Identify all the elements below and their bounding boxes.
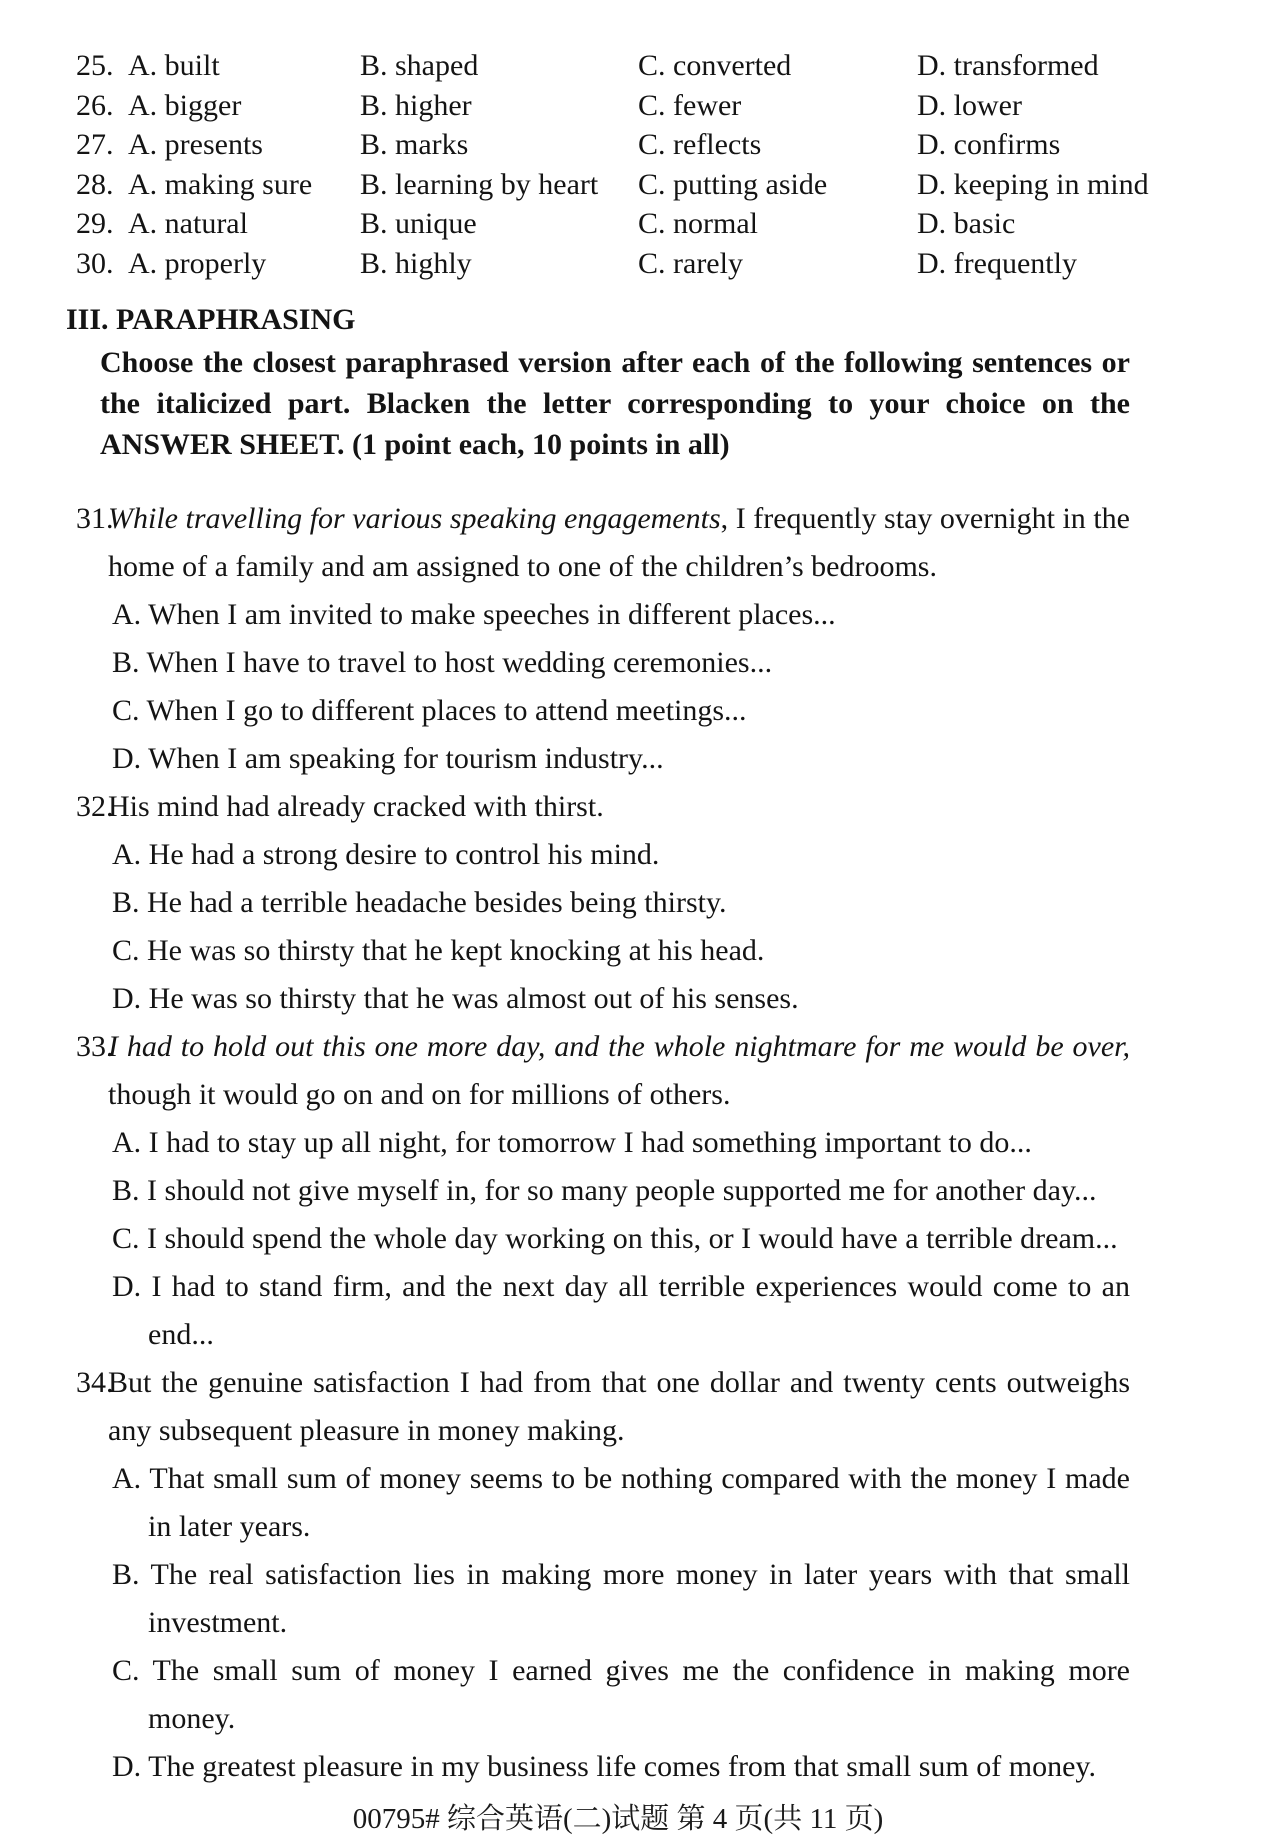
grid-row-28 (76, 165, 1236, 205)
stem-rest: But the genuine satisfaction I had from that one dollar and twenty cents outweighs any subsequent pleasure in money making. (108, 1366, 1130, 1447)
option-b: B. highly (360, 246, 472, 280)
stem-rest: , I frequently stay overnight in the home of a family and am assigned to one of the children’s bedrooms. (108, 502, 1130, 583)
option-b: B. higher (360, 88, 472, 122)
option-d: D. keeping in mind (917, 167, 1149, 201)
option-c: C. The small sum of money I earned gives me the confidence in making more money. (112, 1654, 1130, 1735)
question-stem (76, 783, 1130, 831)
section-title: III. PARAPHRASING (66, 303, 356, 336)
question-number: 33. (76, 1030, 114, 1063)
grid-row-26 (76, 86, 1236, 126)
option-a: A. properly (128, 246, 267, 280)
question-number: 30. (76, 246, 114, 280)
grid-row-30 (76, 244, 1236, 284)
option-c: C. fewer (638, 88, 742, 122)
option-a: A. making sure (128, 167, 313, 201)
question-33 (0, 1023, 1276, 1359)
option-b: B. learning by heart (360, 167, 599, 201)
option-b: B. The real satisfaction lies in making more money in later years with that small investment. (112, 1558, 1130, 1639)
option-b: B. He had a terrible headache besides being thirsty. (112, 886, 727, 919)
choice-grid (0, 0, 1276, 283)
question-stem (76, 495, 1130, 591)
option-c: C. reflects (638, 128, 762, 161)
question-number: 26. (76, 88, 114, 122)
option-c: C. When I go to different places to attend meetings... (112, 694, 747, 727)
option-a: A. natural (128, 207, 248, 240)
option-a: A. bigger (128, 88, 242, 122)
option-a: A. I had to stay up all night, for tomorrow I had something important to do... (112, 1126, 1032, 1159)
question-31 (0, 495, 1276, 783)
option-a: A. He had a strong desire to control his mind. (112, 838, 660, 871)
option-d: D. transformed (917, 49, 1099, 82)
option-b: B. shaped (360, 49, 479, 82)
question-number: 32. (76, 790, 114, 823)
option-d: D. The greatest pleasure in my business life comes from that small sum of money. (112, 1750, 1096, 1783)
option-a: A. presents (128, 128, 263, 161)
option-d: D. lower (917, 88, 1022, 122)
stem-italic-part: I had to hold out this one more day, and the whole nightmare for me would be over, (108, 1030, 1130, 1063)
option-c: C. converted (638, 49, 792, 82)
option-c: C. rarely (638, 246, 743, 280)
question-34 (0, 1359, 1276, 1791)
option-d: D. confirms (917, 128, 1061, 161)
option-d: D. I had to stand firm, and the next day all terrible experiences would come to an end... (112, 1270, 1130, 1351)
stem-italic-part: While travelling for various speaking engagements (108, 502, 721, 535)
section-instructions: Choose the closest paraphrased version after each of the following sentences or the italicized part. Blacken the letter corresponding to your choice on the ANSWER SHEET. (1 point each, 10 points in all) (100, 346, 1130, 461)
option-c: C. He was so thirsty that he kept knocking at his head. (112, 934, 765, 967)
stem-rest: though it would go on and on for millions of others. (108, 1078, 731, 1111)
grid-row-29 (76, 204, 1236, 244)
option-c: C. putting aside (638, 167, 828, 201)
grid-row-27 (76, 125, 1236, 165)
question-number: 28. (76, 167, 114, 201)
grid-row-25 (76, 46, 1236, 86)
option-d: D. When I am speaking for tourism industry... (112, 742, 664, 775)
option-a: A. That small sum of money seems to be nothing compared with the money I made in later years. (112, 1462, 1130, 1543)
option-b: B. unique (360, 207, 477, 240)
question-stem (76, 1359, 1130, 1455)
option-c: C. I should spend the whole day working on this, or I would have a terrible dream... (112, 1222, 1118, 1255)
question-stem (76, 1023, 1130, 1119)
question-number: 31. (76, 502, 114, 535)
question-number: 27. (76, 128, 114, 161)
question-32 (0, 783, 1276, 1023)
option-b: B. marks (360, 128, 469, 161)
option-d: D. basic (917, 207, 1016, 240)
paraphrasing-questions (0, 495, 1276, 1791)
page-footer: 00795# 综合英语(二)试题 第 4 页(共 11 页) (352, 1803, 884, 1835)
option-d: D. He was so thirsty that he was almost out of his senses. (112, 982, 799, 1015)
question-number: 25. (76, 49, 114, 82)
option-d: D. frequently (917, 246, 1077, 280)
option-c: C. normal (638, 207, 758, 240)
option-b: B. I should not give myself in, for so many people supported me for another day... (112, 1174, 1097, 1207)
question-number: 29. (76, 207, 114, 240)
question-number: 34. (76, 1366, 114, 1399)
option-a: A. built (128, 49, 220, 82)
option-b: B. When I have to travel to host wedding ceremonies... (112, 646, 773, 679)
stem-rest: His mind had already cracked with thirst. (108, 790, 604, 823)
option-a: A. When I am invited to make speeches in different places... (112, 598, 836, 631)
